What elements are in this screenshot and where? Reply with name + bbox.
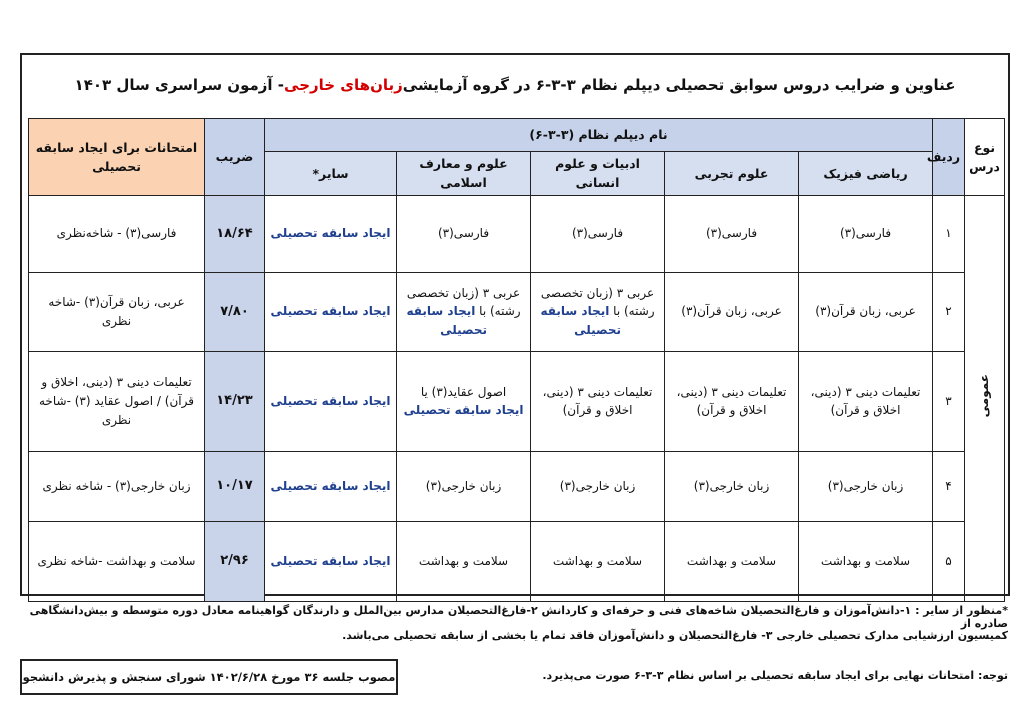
cell-maaref: فارسی(۳): [397, 195, 531, 272]
cell-zarib: ۲/۹۶: [205, 521, 265, 601]
cell-exam: تعلیمات دینی ۳ (دینی، اخلاق و قرآن) / اصول عقاید (۳) -شاخه نظری: [29, 351, 205, 451]
title-year: - آزمون سراسری سال ۱۴۰۳: [74, 76, 285, 94]
approval-text: مصوب جلسه ۳۶ مورخ ۱۴۰۲/۶/۲۸ شورای سنجش و پذیرش دانشجو: [22, 670, 396, 684]
title-highlight: زبان‌های خارجی: [284, 76, 403, 94]
cell-ensani: عربی ۳ (زبان تخصصی رشته) با ایجاد سابقه تحصیلی: [531, 272, 665, 351]
note-text: توجه: امتحانات نهایی برای ایجاد سابقه تحصیلی بر اساس نظام ۳-۳-۶ صورت می‌پذیرد.: [542, 669, 1008, 682]
cell-sayer: ایجاد سابقه تحصیلی: [265, 521, 397, 601]
cell-zarib: ۱۴/۲۳: [205, 351, 265, 451]
cell-riazi: زبان خارجی(۳): [799, 451, 933, 521]
cell-exam: فارسی(۳) - شاخه‌نظری: [29, 195, 205, 272]
approval-box: [20, 659, 398, 695]
header-col-ensani: ادبیات و علوم انسانی: [531, 152, 665, 196]
cell-ensani: فارسی(۳): [531, 195, 665, 272]
footnote-line2: کمیسیون ارزشیابی مدارک تحصیلی خارجی ۳- فارغ‌التحصیلان و دانش‌آموزان فاقد تمام یا بخشی از سابقه تحصیلی می‌باشد.: [342, 629, 1008, 642]
cell-tajrobi: فارسی(۳): [665, 195, 799, 272]
cell-exam: زبان خارجی(۳) - شاخه نظری: [29, 451, 205, 521]
cell-sayer: ایجاد سابقه تحصیلی: [265, 272, 397, 351]
header-col-tajrobi: علوم تجربی: [665, 152, 799, 196]
cell-sayer: ایجاد سابقه تحصیلی: [265, 195, 397, 272]
cell-maaref: زبان خارجی(۳): [397, 451, 531, 521]
cell-radif: ۳: [933, 351, 965, 451]
header-noe-dars: نوع درس: [965, 119, 1005, 196]
table-row: [29, 351, 1005, 451]
cell-sayer: ایجاد سابقه تحصیلی: [265, 351, 397, 451]
cell-sayer: ایجاد سابقه تحصیلی: [265, 451, 397, 521]
cell-radif: ۴: [933, 451, 965, 521]
cell-tajrobi: سلامت و بهداشت: [665, 521, 799, 601]
header-zarib: ضریب: [205, 119, 265, 196]
cell-zarib: ۱۸/۶۴: [205, 195, 265, 272]
cell-tajrobi: تعلیمات دینی ۳ (دینی، اخلاق و قرآن): [665, 351, 799, 451]
table-row: [29, 451, 1005, 521]
cell-exam: عربی، زبان قرآن(۳) -شاخه نظری: [29, 272, 205, 351]
cell-ensani: زبان خارجی(۳): [531, 451, 665, 521]
header-radif: ردیف: [933, 119, 965, 196]
header-col-sayer: سایر*: [265, 152, 397, 196]
table-row: [29, 195, 1005, 272]
cell-zarib: ۱۰/۱۷: [205, 451, 265, 521]
table-row: [29, 272, 1005, 351]
cell-tajrobi: زبان خارجی(۳): [665, 451, 799, 521]
cell-maaref: عربی ۳ (زبان تخصصی رشته) با ایجاد سابقه تحصیلی: [397, 272, 531, 351]
footnote-line1: *منظور از سایر : ۱-دانش‌آموزان و فارغ‌التحصیلان شاخه‌های فنی و حرفه‌ای و کاردانش ۲-فارغ‌التحصیلان مدارس بین‌الملل و دارندگان گواهینامه معادل دوره متوسطه و بیش‌دانشگاهی صادره از: [29, 604, 1008, 630]
cell-tajrobi: عربی، زبان قرآن(۳): [665, 272, 799, 351]
cell-maaref: اصول عقاید(۳) یا ایجاد سابقه تحصیلی: [397, 351, 531, 451]
table-row: [29, 521, 1005, 601]
cell-riazi: فارسی(۳): [799, 195, 933, 272]
header-exams: امتحانات برای ایجاد سابقه تحصیلی: [29, 119, 205, 196]
cell-ensani: تعلیمات دینی ۳ (دینی، اخلاق و قرآن): [531, 351, 665, 451]
cell-ensani: سلامت و بهداشت: [531, 521, 665, 601]
general-label: عمومی: [977, 373, 992, 418]
cell-riazi: تعلیمات دینی ۳ (دینی، اخلاق و قرآن): [799, 351, 933, 451]
cell-exam: سلامت و بهداشت -شاخه نظری: [29, 521, 205, 601]
cell-radif: ۲: [933, 272, 965, 351]
courses-table: [28, 118, 1005, 602]
cell-zarib: ۷/۸۰: [205, 272, 265, 351]
cell-riazi: عربی، زبان قرآن(۳): [799, 272, 933, 351]
header-col-riazi: ریاضی فیزیک: [799, 152, 933, 196]
page-title: [20, 53, 1010, 117]
cell-radif: ۱: [933, 195, 965, 272]
header-col-maaref: علوم و معارف اسلامی: [397, 152, 531, 196]
header-diploma-group: نام دیپلم نظام (۳-۳-۶): [265, 119, 933, 152]
title-text: عناوین و ضرایب دروس سوابق تحصیلی دیپلم نظام ۳-۳-۶ در گروه آزمایشی: [402, 76, 956, 94]
cell-maaref: سلامت و بهداشت: [397, 521, 531, 601]
cell-radif: ۵: [933, 521, 965, 601]
noe-dars-general: [965, 195, 1005, 601]
cell-riazi: سلامت و بهداشت: [799, 521, 933, 601]
